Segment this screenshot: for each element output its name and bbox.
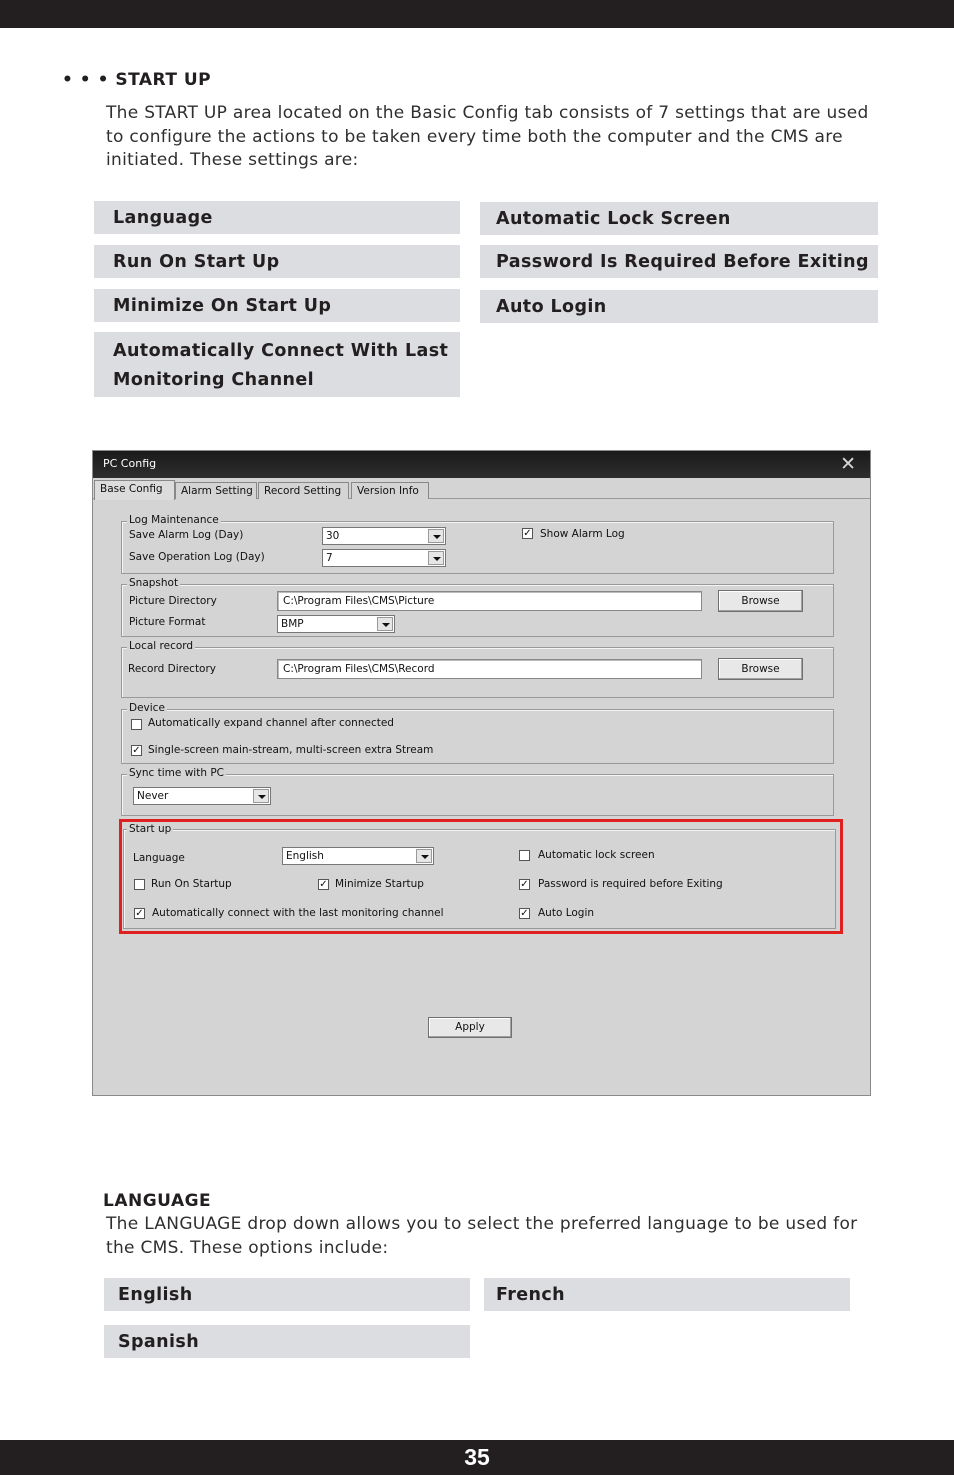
single-screen-label: Single-screen main-stream, multi-screen extra Stream: [148, 744, 434, 756]
picture-format-select[interactable]: BMP: [277, 615, 395, 633]
start-up-highlight: [119, 819, 843, 934]
auto-connect-checkbox[interactable]: ✓: [135, 908, 144, 919]
save-operation-log-select[interactable]: 7: [322, 549, 446, 567]
password-required-checkbox[interactable]: ✓: [520, 879, 529, 890]
chevron-down-icon[interactable]: [428, 551, 444, 565]
close-icon[interactable]: ✕: [840, 453, 856, 475]
language-option-english: English: [104, 1278, 470, 1311]
single-screen-checkbox[interactable]: ✓: [132, 745, 141, 756]
chevron-down-icon[interactable]: [377, 617, 393, 631]
tab-alarm-setting[interactable]: Alarm Setting: [175, 482, 257, 499]
picture-directory-field[interactable]: C:\Program Files\CMS\Picture: [277, 591, 702, 611]
dialog-titlebar: [93, 451, 870, 478]
run-on-startup-label: Run On Startup: [151, 878, 232, 890]
snapshot-browse-button[interactable]: Browse: [718, 590, 803, 612]
top-bar: [0, 0, 954, 28]
auto-expand-checkbox[interactable]: [131, 719, 142, 730]
log-maintenance-legend: Log Maintenance: [129, 514, 219, 526]
picture-directory-label: Picture Directory: [129, 595, 217, 607]
tab-base-config[interactable]: Base Config: [94, 480, 175, 500]
save-alarm-log-label: Save Alarm Log (Day): [129, 529, 244, 541]
chevron-down-icon[interactable]: [428, 529, 444, 543]
auto-login-label: Auto Login: [538, 907, 595, 919]
startup-intro: The START UP area located on the Basic Config tab consists of 7 settings that are used to configure the actions to be taken every time both the computer and the CMS are initiated. These settings are:: [106, 103, 869, 170]
save-alarm-log-select[interactable]: 30: [322, 527, 446, 545]
tab-strip: [93, 479, 870, 499]
setting-auto-connect-last-channel: Automatically Connect With Last Monitoring Channel: [94, 332, 460, 397]
dialog-title: PC Config: [103, 457, 157, 470]
tab-record-setting[interactable]: Record Setting: [258, 482, 349, 499]
auto-connect-label: Automatically connect with the last monitoring channel: [152, 907, 444, 919]
record-browse-button[interactable]: Browse: [718, 658, 803, 680]
page-number: 35: [0, 1440, 954, 1475]
record-directory-field[interactable]: C:\Program Files\CMS\Record: [277, 659, 702, 679]
setting-auto-login: Auto Login: [480, 290, 878, 323]
setting-minimize-on-start-up: Minimize On Start Up: [94, 289, 460, 322]
auto-lock-label: Automatic lock screen: [538, 849, 655, 861]
sync-time-legend: Sync time with PC: [129, 767, 224, 779]
device-legend: Device: [129, 702, 165, 714]
chevron-down-icon[interactable]: [253, 789, 269, 803]
setting-language: Language: [94, 201, 460, 234]
snapshot-legend: Snapshot: [129, 577, 179, 589]
show-alarm-log-checkbox[interactable]: ✓: [523, 528, 532, 539]
record-directory-label: Record Directory: [128, 663, 217, 675]
tab-version-info[interactable]: Version Info: [351, 482, 429, 499]
save-operation-log-label: Save Operation Log (Day): [129, 551, 265, 563]
minimize-startup-checkbox[interactable]: ✓: [319, 879, 328, 890]
auto-login-checkbox[interactable]: ✓: [520, 908, 529, 919]
minimize-startup-label: Minimize Startup: [335, 878, 424, 890]
auto-expand-label: Automatically expand channel after connected: [148, 717, 394, 729]
setting-automatic-lock-screen: Automatic Lock Screen: [480, 202, 878, 235]
language-option-spanish: Spanish: [104, 1325, 470, 1358]
apply-button[interactable]: Apply: [428, 1017, 512, 1038]
language-section-title: LANGUAGE: [103, 1191, 212, 1211]
pc-config-dialog: [92, 450, 871, 1096]
picture-format-label: Picture Format: [129, 616, 206, 628]
password-required-label: Password is required before Exiting: [538, 878, 723, 890]
setting-password-required: Password Is Required Before Exiting: [480, 245, 878, 278]
language-intro: The LANGUAGE drop down allows you to select the preferred language to be used for the CMS. These options include:: [106, 1214, 858, 1258]
language-select[interactable]: English: [282, 847, 434, 865]
show-alarm-log-label: Show Alarm Log: [540, 528, 625, 540]
startup-section-title: • • • START UP: [62, 70, 212, 90]
setting-run-on-start-up: Run On Start Up: [94, 245, 460, 278]
local-record-legend: Local record: [129, 640, 194, 652]
sync-time-select[interactable]: Never: [133, 787, 271, 805]
language-label: Language: [133, 852, 185, 864]
language-option-french: French: [484, 1278, 850, 1311]
start-up-legend: Start up: [129, 823, 172, 835]
